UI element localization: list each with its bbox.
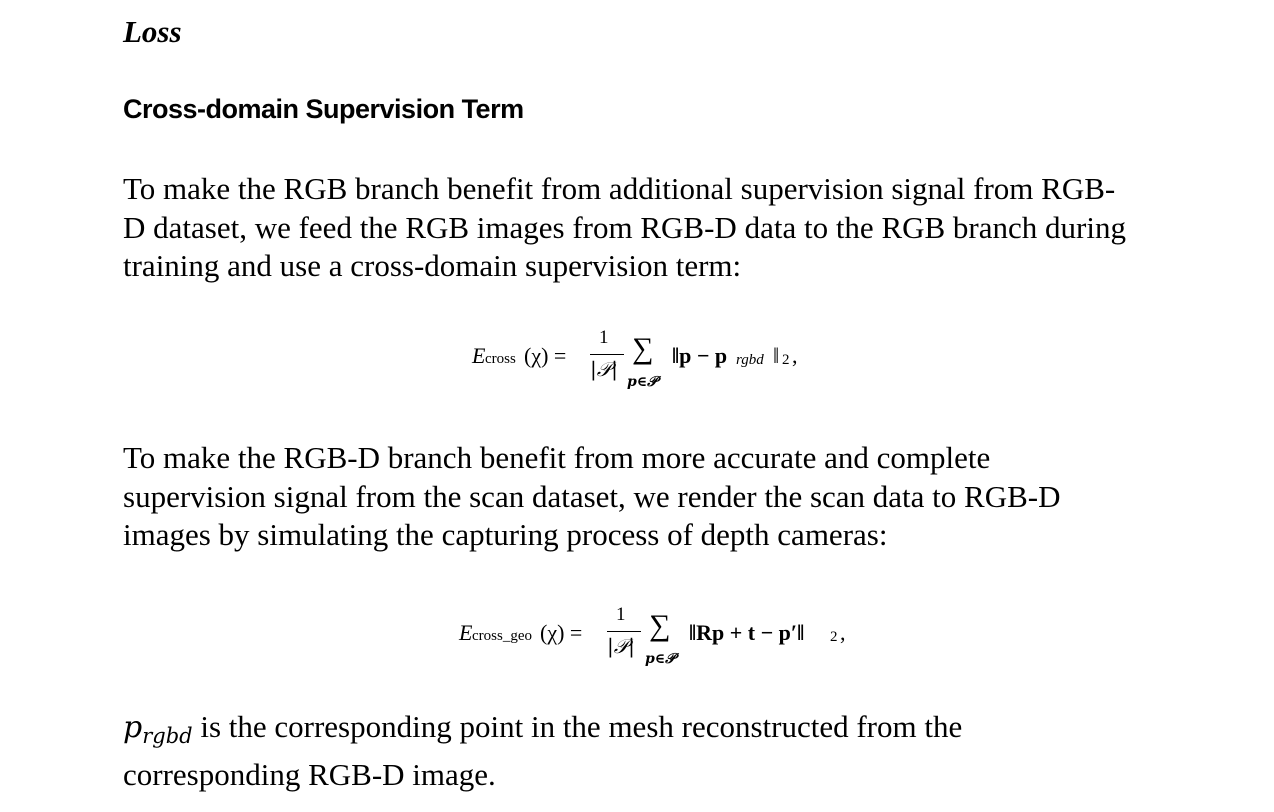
eq-sum-symbol: ∑ [632, 332, 654, 365]
paragraph-prgbd-definition [123, 708, 1183, 794]
eq-body: ‖p − p [672, 343, 728, 368]
equation-cross [472, 326, 812, 396]
paragraph-line: To make the RGB branch benefit from additional supervision signal from RGB- [123, 171, 1116, 206]
eq-norm-subscript: 2 [782, 352, 790, 368]
eq-lhs-argument: (χ) = [524, 343, 567, 368]
paragraph-line: images by simulating the capturing process of depth cameras: [123, 517, 888, 552]
eq-fraction-denominator: |𝒫| [607, 634, 635, 658]
eq-body: ‖Rp + t − p′‖ [689, 620, 805, 645]
eq-norm-close: ‖ [773, 343, 780, 368]
section-heading-loss: Loss [123, 14, 182, 49]
inline-symbol-p-rgbd: $p_{rgbd}$ [123, 710, 193, 748]
paragraph-line: To make the RGB-D branch benefit from more accurate and complete [123, 440, 991, 475]
eq-body-subscript: rgbd [736, 352, 764, 368]
eq-lhs-subscript: cross [485, 351, 516, 367]
eq-lhs-symbol: E [472, 343, 486, 368]
eq-sum-index: p∈𝒫 [627, 374, 658, 390]
eq-sum-symbol: ∑ [649, 609, 671, 642]
eq-fraction-denominator: |𝒫| [590, 357, 618, 381]
eq-fraction-numerator: 1 [616, 604, 626, 625]
eq-lhs-symbol: E [459, 620, 473, 645]
equation-cross-geo [459, 603, 859, 673]
eq-fraction-numerator: 1 [599, 327, 609, 348]
paragraph-rgb-branch [123, 170, 1183, 286]
eq-fraction-bar [590, 354, 624, 355]
paragraph-line: D dataset, we feed the RGB images from RGB-D data to the RGB branch during [123, 209, 1126, 245]
paragraph-line: $p_{rgbd}$ is the corresponding point in the mesh reconstructed from the [123, 709, 963, 748]
paragraph-line: supervision signal from the scan dataset, we render the scan data to RGB-D [123, 478, 1061, 514]
eq-fraction-bar [607, 631, 641, 632]
eq-trailing-comma: , [840, 620, 846, 645]
eq-trailing-comma: , [792, 343, 798, 368]
eq-sum-index: p∈𝒫 [645, 651, 676, 667]
subsection-title: Cross-domain Supervision Term [123, 94, 524, 124]
eq-lhs-subscript: cross_geo [472, 628, 532, 644]
eq-norm-subscript: 2 [830, 629, 838, 645]
paragraph-line: corresponding RGB-D image. [123, 756, 496, 792]
paragraph-rgbd-branch [123, 439, 1183, 555]
eq-lhs-argument: (χ) = [540, 620, 583, 645]
paragraph-line: training and use a cross-domain supervision term: [123, 248, 742, 283]
